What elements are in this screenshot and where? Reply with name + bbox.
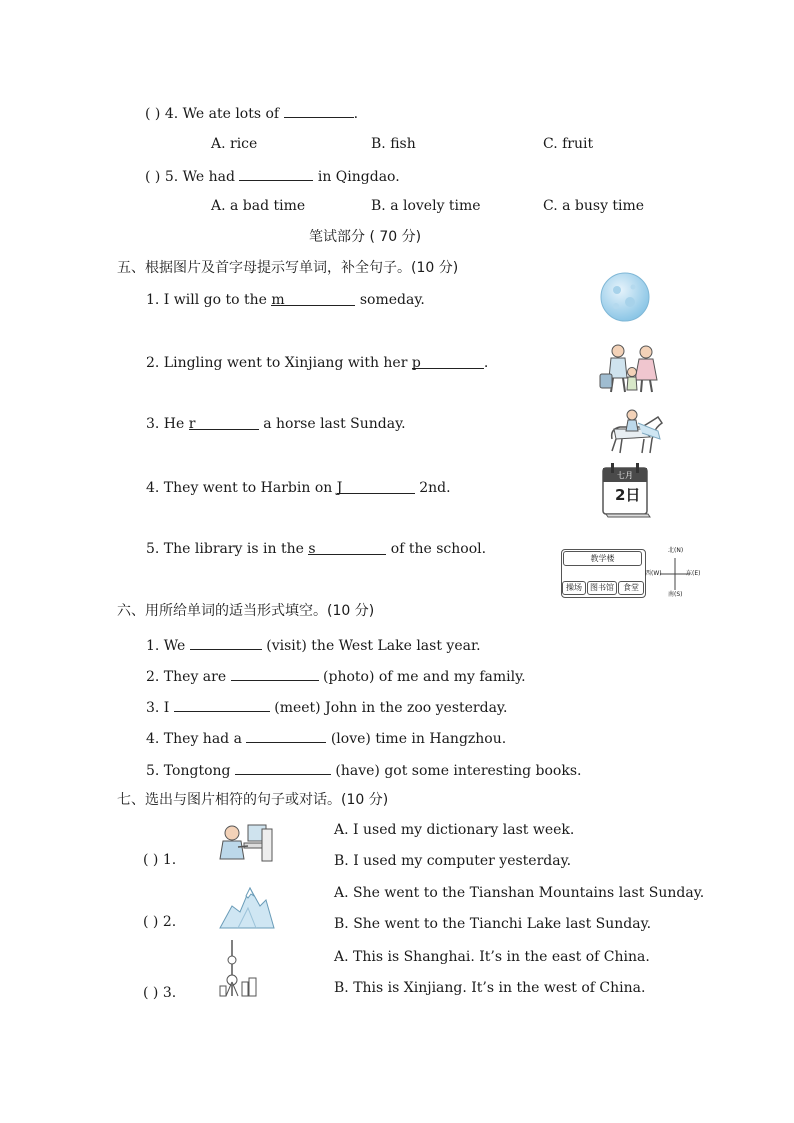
compass-east: 东(E) (686, 570, 701, 577)
s7-option-2b: B. She went to the Tianchi Lake last Sunday. (334, 916, 652, 932)
map-place-library: 图书馆 (587, 581, 617, 595)
option-c: C. fruit (543, 136, 594, 152)
s7-option-3a: A. This is Shanghai. It’s in the east of China. (334, 949, 650, 965)
s5-item-1: 1. I will go to the m someday. (146, 292, 425, 308)
horse-riding-image (602, 409, 664, 457)
section-6-title: 六、用所给单词的适当形式填空。(10 分) (117, 603, 375, 619)
answer-blank[interactable] (246, 730, 326, 743)
map-place-canteen: 食堂 (618, 581, 644, 595)
answer-blank[interactable] (174, 699, 270, 712)
s6-item-2: 2. They are (photo) of me and my family. (146, 669, 526, 685)
oriental-pearl-tower-image (218, 940, 258, 998)
map-building: 教学楼 (563, 551, 642, 566)
answer-blank[interactable]: m (271, 293, 355, 306)
answer-blank[interactable]: s (308, 542, 386, 555)
answer-blank[interactable]: r (189, 417, 259, 430)
compass-south: 南(S) (668, 591, 683, 598)
s6-item-4: 4. They had a (love) time in Hangzhou. (146, 731, 507, 747)
section-5-title: 五、根据图片及首字母提示写单词，补全句子。(10 分) (117, 260, 459, 276)
written-part-heading: 笔试部分 ( 70 分) (309, 229, 422, 245)
s6-item-1: 1. We (visit) the West Lake last year. (146, 638, 481, 654)
computer-user-image (218, 823, 274, 865)
question-5-row: ( ) 5. We had in Qingdao. (145, 169, 400, 185)
option-c: C. a busy time (543, 198, 645, 214)
s5-item-4: 4. They went to Harbin on J 2nd. (146, 480, 451, 496)
section-7-title: 七、选出与图片相符的句子或对话。(10 分) (117, 792, 389, 808)
s6-item-5: 5. Tongtong (have) got some interesting books. (146, 763, 582, 779)
calendar-month: 七月 (617, 471, 633, 480)
s5-item-5: 5. The library is in the s of the school. (146, 541, 487, 557)
s7-paren-1: ( ) 1. (143, 852, 177, 868)
s7-option-1a: A. I used my dictionary last week. (334, 822, 575, 838)
compass-west: 西(W) (645, 570, 662, 577)
answer-blank[interactable] (190, 637, 262, 650)
s7-option-1b: B. I used my computer yesterday. (334, 853, 572, 869)
map-place-playground: 操场 (562, 581, 586, 595)
answer-blank[interactable] (239, 168, 313, 181)
answer-blank[interactable] (235, 762, 331, 775)
moon-image (600, 272, 650, 322)
mountains-image (218, 884, 276, 930)
option-b: B. a lovely time (371, 198, 481, 214)
question-stem: 5. We had (164, 169, 235, 185)
answer-paren: ( ) (145, 106, 161, 122)
answer-blank[interactable] (284, 105, 354, 118)
calendar-day: 2日 (615, 486, 641, 504)
question-stem: 4. We ate lots of (164, 106, 280, 122)
compass-north: 北(N) (668, 547, 684, 554)
s7-paren-2: ( ) 2. (143, 914, 177, 930)
s5-item-2: 2. Lingling went to Xinjiang with her p . (146, 355, 489, 371)
question-4-row: ( ) 4. We ate lots of . (145, 106, 359, 122)
s6-item-3: 3. I (meet) John in the zoo yesterday. (146, 700, 508, 716)
answer-paren: ( ) (145, 169, 161, 185)
answer-blank[interactable]: J (337, 481, 415, 494)
option-b: B. fish (371, 136, 416, 152)
option-a: A. a bad time (211, 198, 306, 214)
s7-option-2a: A. She went to the Tianshan Mountains last Sunday. (334, 885, 705, 901)
answer-blank[interactable]: p (412, 356, 484, 369)
s7-paren-3: ( ) 3. (143, 985, 177, 1001)
s5-item-3: 3. He r a horse last Sunday. (146, 416, 406, 432)
answer-blank[interactable] (231, 668, 319, 681)
s7-option-3b: B. This is Xinjiang. It’s in the west of China. (334, 980, 646, 996)
option-a: A. rice (211, 136, 258, 152)
family-travel-image (598, 342, 662, 394)
